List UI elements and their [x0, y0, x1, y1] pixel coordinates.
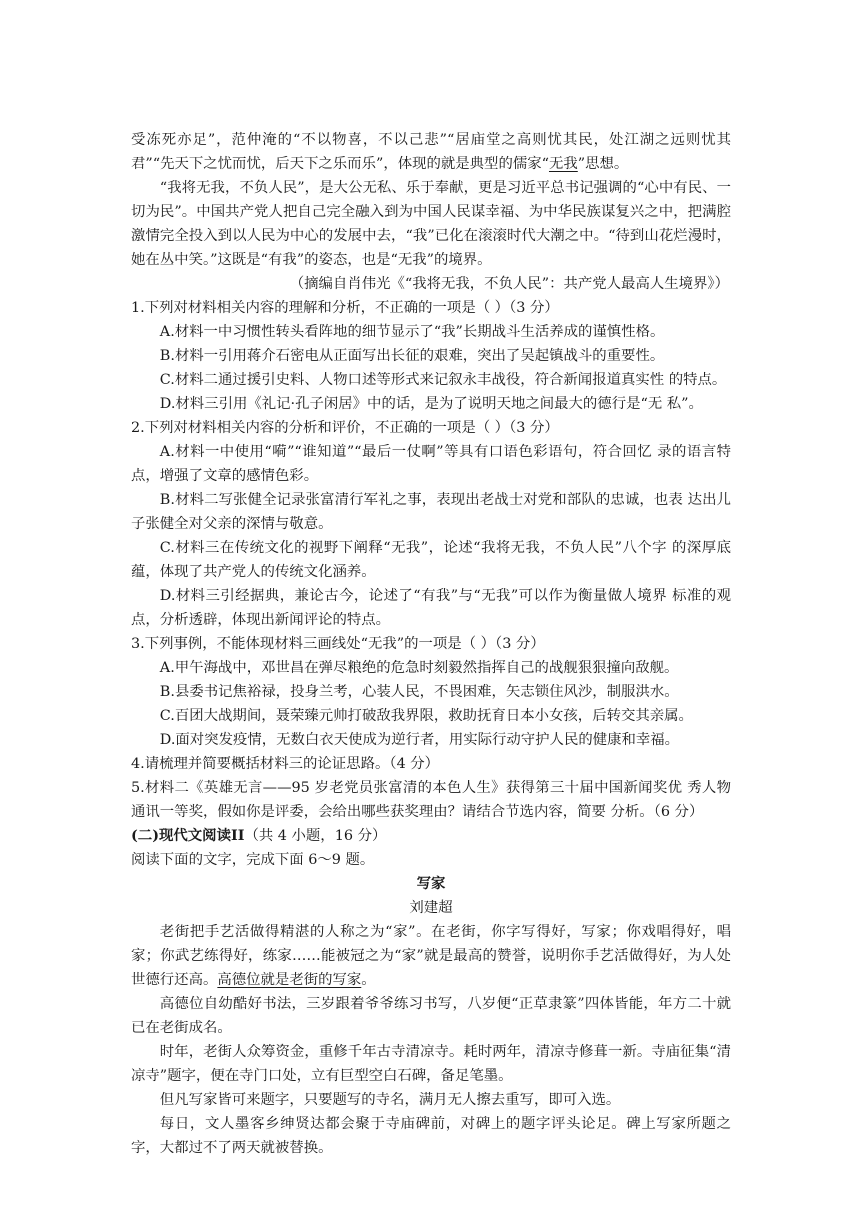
question-3-option-d: D.面对突发疫情，无数白衣天使成为逆行者，用实际行动守护人民的健康和幸福。 — [159, 732, 680, 748]
underlined-wuwo: 无我 — [548, 156, 578, 172]
story-title: 写家 — [416, 875, 446, 892]
question-1-option-a: A.材料一中习惯性转头看阵地的细节显示了“我”长期战斗生活养成的谨慎性格。 — [159, 324, 665, 340]
question-5-stem: 5.材料二《英雄无言——95 岁老党员张富清的本色人生》获得第三十届中国新闻奖优 秀人物通讯一等奖，假如你是评委，会给出哪些获奖理由？请结合节选内容，简要 分析。（6 分） — [131, 780, 731, 820]
section-2-instruction: 阅读下面的文字，完成下面 6～9 题。 — [131, 852, 375, 868]
question-2-stem: 2.下列对材料相关内容的分析和评价，不正确的一项是（ ）（3 分） — [131, 420, 559, 436]
question-3-stem: 3.下列事例，不能体现材料三画线处“无我”的一项是（ ）（3 分） — [131, 636, 545, 652]
question-3-option-a: A.甲午海战中，邓世昌在弹尽粮绝的危急时刻毅然指挥自己的战舰狠狠撞向敌舰。 — [159, 660, 679, 676]
material3-paragraph-2: “我将无我，不负人民”，是大公无私、乐于奉献，更是习近平总书记强调的“心中有民、一切为民”。中国共产党人把自己完全融入到为中国人民谋幸福、为中华民族谋复兴之中，把满腔激情完全投入到以人民为中心的发展中去，“我”已化在滚滚时代大潮之中。“待到山花烂漫时，她在丛中笑。”这既是“有我”的姿态，也是“无我”的境界。 — [131, 180, 731, 268]
underlined-sentence: 高德位就是老街的写家 — [217, 972, 362, 988]
question-3-option-b: B.县委书记焦裕禄，投身兰考，心装人民，不畏困难，矢志锁住风沙，制服洪水。 — [159, 684, 679, 700]
question-1-option-b: B.材料一引用蒋介石密电从正面写出长征的艰难，突出了吴起镇战斗的重要性。 — [159, 348, 665, 364]
question-3-option-c: C.百团大战期间，聂荣臻元帅打破敌我界限，救助抚育日本小女孩，后转交其亲属。 — [159, 708, 693, 724]
question-1-option-c: C.材料二通过援引史料、人物口述等形式来记叙永丰战役，符合新闻报道真实性 的特点。 — [159, 372, 727, 388]
material3-source: （摘编自肖伟光《“我将无我，不负人民”：共产党人最高人生境界》） — [289, 276, 729, 292]
question-4-stem: 4.请梳理并简要概括材料三的论证思路。（4 分） — [131, 756, 440, 772]
story-paragraph-1: 老街把手艺活做得精湛的人称之为“家”。在老街，你字写得好，写家；你戏唱得好，唱家；你武艺练得好，练家……能被冠之为“家”就是最高的赞誉，说明你手艺活做得好，为人处世德行还高。高德位就是老街的写家。 — [131, 924, 731, 988]
question-2-option-c: C.材料三在传统文化的视野下阐释“无我”，论述“我将无我，不负人民”八个字 的深厚底蕴，体现了共产党人的传统文化涵养。 — [131, 540, 731, 580]
story-paragraph-4: 但凡写家皆可来题字，只要题写的寺名，满月无人擦去重写，即可入选。 — [159, 1092, 621, 1108]
question-1-stem: 1.下列对材料相关内容的理解和分析，不正确的一项是（ ）（3 分） — [131, 300, 559, 316]
question-2-option-d: D.材料三引经据典，兼论古今，论述了“有我”与“无我”可以作为衡量做人境界 标准的观点，分析透辟，体现出新闻评论的特点。 — [131, 588, 731, 628]
story-paragraph-2: 高德位自幼酷好书法，三岁跟着爷爷练习书写，八岁便“正草隶篆”四体皆能，年方二十就已在老街成名。 — [131, 996, 731, 1036]
question-2-option-a: A.材料一中使用“嗬”“谁知道”“最后一仗啊”等具有口语色彩语句，符合回忆 录的语言特点，增强了文章的感情色彩。 — [131, 444, 731, 484]
story-author: 刘建超 — [409, 900, 453, 916]
section-2-heading: (二)现代文阅读II（共 4 小题，16 分） — [131, 827, 387, 844]
question-2-option-b: B.材料二写张健全记录张富清行军礼之事，表现出老战士对党和部队的忠诚，也表 达出儿子张健全对父亲的深情与敬意。 — [131, 492, 731, 532]
story-paragraph-5: 每日，文人墨客乡绅贤达都会聚于寺庙碑前，对碑上的题字评头论足。碑上写家所题之字，大都过不了两天就被替换。 — [131, 1116, 731, 1156]
page-content — [131, 128, 731, 1160]
material3-paragraph-1: 受冻死亦足”，范仲淹的“不以物喜，不以己悲”“居庙堂之高则忧其民，处江湖之远则忧其君”“先天下之忧而忧，后天下之乐而乐”，体现的就是典型的儒家“无我”思想。 — [131, 132, 731, 172]
story-paragraph-3: 时年，老街人众筹资金，重修千年古寺清凉寺。耗时两年，清凉寺修葺一新。寺庙征集“清凉寺”题字，便在寺门口处，立有巨型空白石碑，备足笔墨。 — [131, 1044, 731, 1084]
question-1-option-d: D.材料三引用《礼记·孔子闲居》中的话，是为了说明天地之间最大的德行是“无 私”。 — [159, 396, 703, 412]
